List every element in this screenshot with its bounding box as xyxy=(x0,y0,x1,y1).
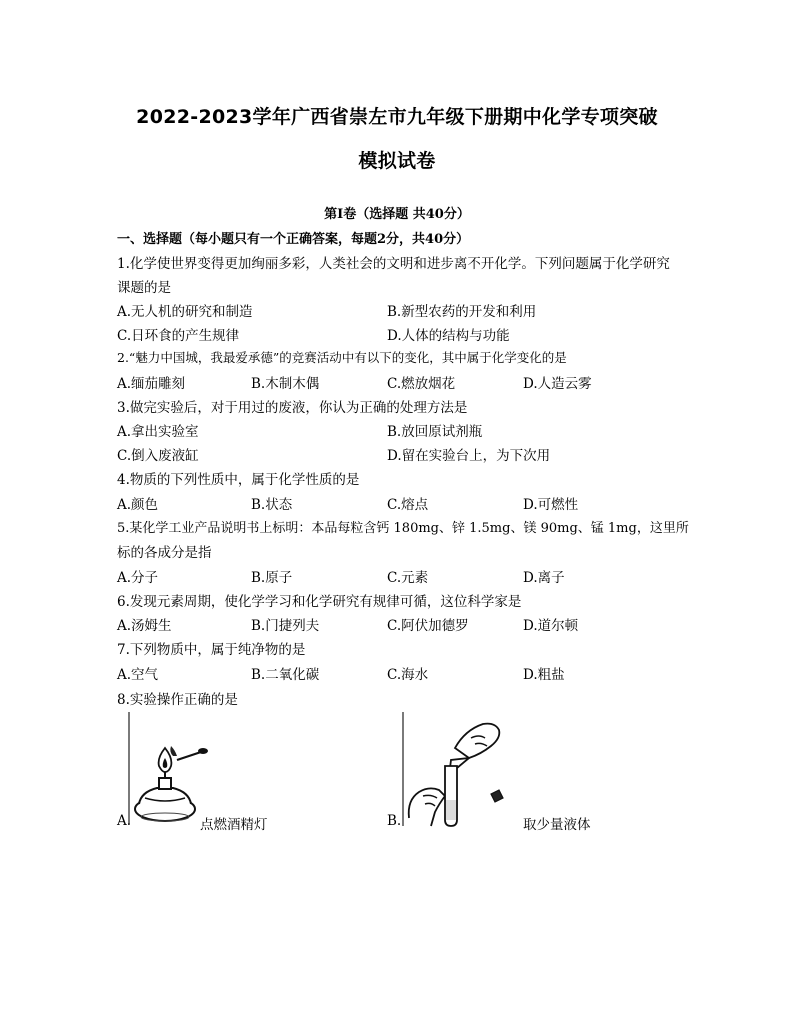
question-5-stem-line1: 5.某化学工业产品说明书上标明：本品每粒含钙 180mg、锌 1.5mg、镁 90mg、锰 1mg，这里所 xyxy=(117,521,689,536)
question-3-option-b: B.放回原试剂瓶 xyxy=(387,424,483,440)
question-3-stem: 3.做完实验后，对于用过的废液，你认为正确的处理方法是 xyxy=(117,400,468,416)
question-5-option-a: A.分子 xyxy=(117,570,159,586)
question-2-option-b: B.木制木偶 xyxy=(251,376,320,392)
question-1-option-c: C.日环食的产生规律 xyxy=(117,328,240,344)
question-2-option-d: D.人造云雾 xyxy=(523,376,592,392)
exam-title-line2: 模拟试卷 xyxy=(358,150,436,172)
question-7-stem: 7.下列物质中，属于纯净物的是 xyxy=(117,642,306,658)
question-4-option-a: A.颜色 xyxy=(117,497,159,513)
question-5-option-d: D.离子 xyxy=(523,570,565,586)
question-6-option-c: C.阿伏加德罗 xyxy=(387,618,469,634)
question-4-option-b: B.状态 xyxy=(251,497,293,513)
question-8-option-a-caption: 点燃酒精灯 xyxy=(200,817,268,833)
question-4-option-d: D.可燃性 xyxy=(523,497,579,513)
question-1-option-d: D.人体的结构与功能 xyxy=(387,328,510,344)
question-1-stem-line2: 课题的是 xyxy=(117,280,171,296)
question-8-option-b-figure xyxy=(395,708,515,834)
question-8-stem: 8.实验操作正确的是 xyxy=(117,692,238,708)
question-8-option-a-letter: A. xyxy=(117,813,132,829)
question-7-option-c: C.海水 xyxy=(387,667,429,683)
question-1-stem-line1: 1.化学使世界变得更加绚丽多彩，人类社会的文明和进步离不开化学。下列问题属于化学研究 xyxy=(117,256,670,272)
question-4-option-c: C.熔点 xyxy=(387,497,429,513)
question-5-option-c: C.元素 xyxy=(387,570,429,586)
question-3-option-d: D.留在实验台上，为下次用 xyxy=(387,448,551,464)
question-1-option-a: A.无人机的研究和制造 xyxy=(117,304,253,320)
part-heading: 一、选择题（每小题只有一个正确答案，每题2分，共40分） xyxy=(117,232,470,247)
question-7-option-b: B.二氧化碳 xyxy=(251,667,320,683)
question-3-option-c: C.倒入废液缸 xyxy=(117,448,199,464)
question-6-stem: 6.发现元素周期，使化学学习和化学研究有规律可循，这位科学家是 xyxy=(117,594,522,610)
question-6-option-b: B.门捷列夫 xyxy=(251,618,320,634)
question-6-option-d: D.道尔顿 xyxy=(523,618,579,634)
question-5-option-b: B.原子 xyxy=(251,570,293,586)
question-2-option-c: C.燃放烟花 xyxy=(387,376,456,392)
question-7-option-d: D.粗盐 xyxy=(523,667,565,683)
question-3-option-a: A.拿出实验室 xyxy=(117,424,199,440)
question-4-stem: 4.物质的下列性质中，属于化学性质的是 xyxy=(117,472,360,488)
question-2-option-a: A.缅茄雕刻 xyxy=(117,376,186,392)
section-heading: 第I卷（选择题 共40分） xyxy=(324,207,470,222)
liquid-pouring-illustration xyxy=(395,708,515,834)
question-8-option-b-caption: 取少量液体 xyxy=(523,817,591,833)
question-1-option-b: B.新型农药的开发和利用 xyxy=(387,304,537,320)
question-5-stem-line2: 标的各成分是指 xyxy=(117,545,212,561)
question-2-stem: 2.“魅力中国城，我最爱承德”的竞赛活动中有以下的变化，其中属于化学变化的是 xyxy=(117,350,567,365)
question-8-option-b-letter: B. xyxy=(387,813,402,829)
exam-title-line1: 2022-2023学年广西省崇左市九年级下册期中化学专项突破 xyxy=(136,106,658,128)
question-6-option-a: A.汤姆生 xyxy=(117,618,172,634)
question-7-option-a: A.空气 xyxy=(117,667,159,683)
